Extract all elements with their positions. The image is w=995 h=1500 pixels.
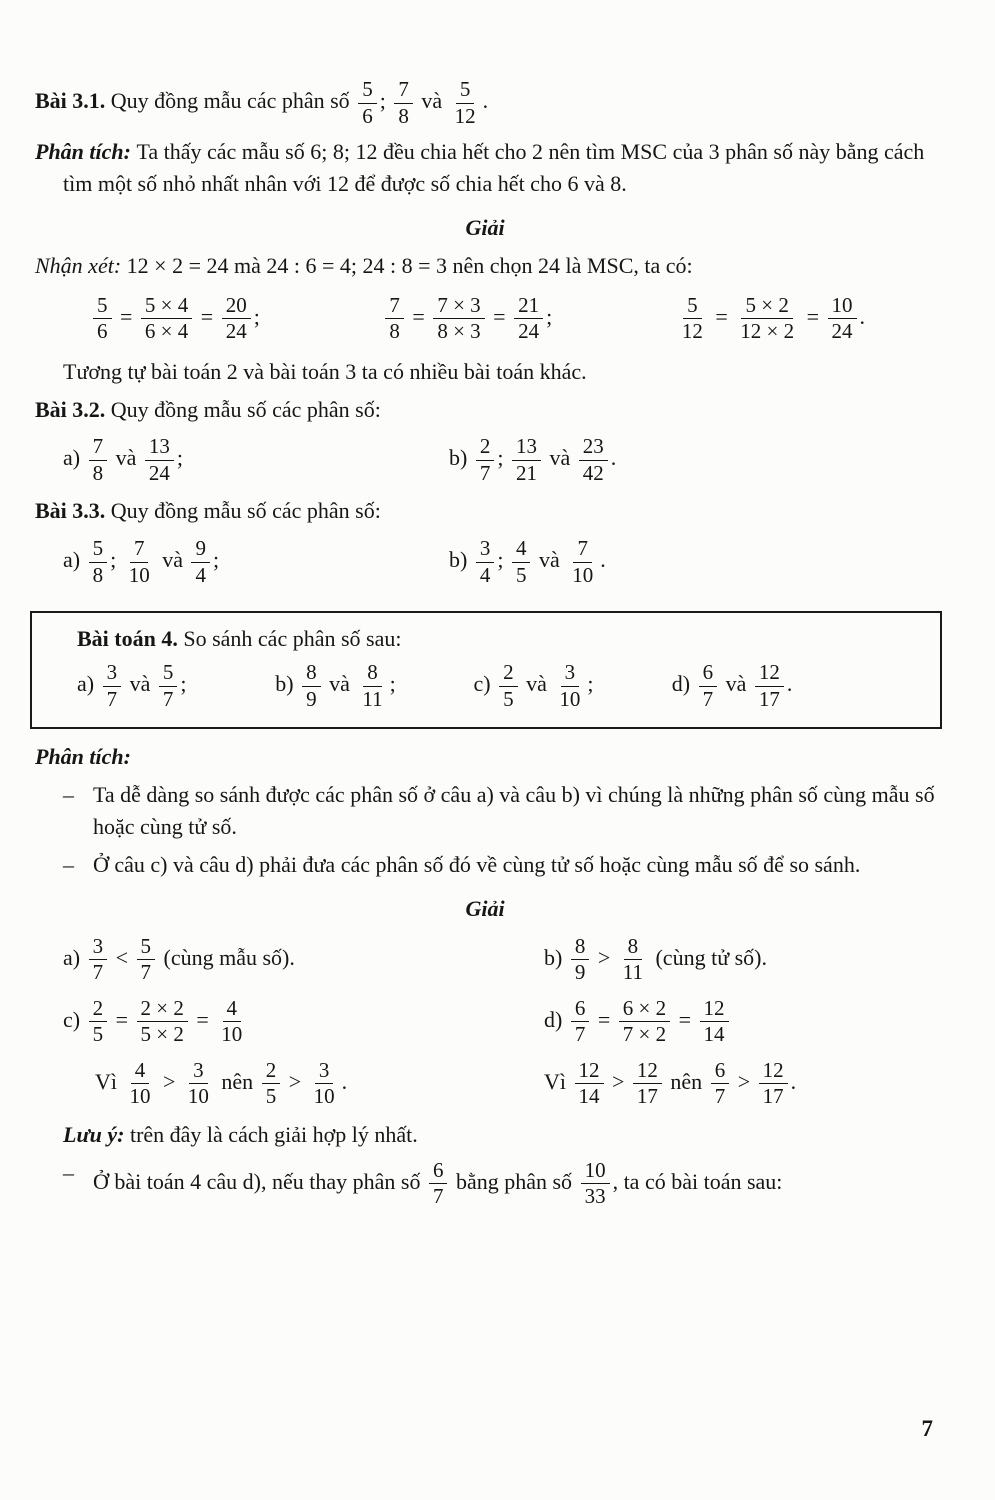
fraction-numerator: 5 xyxy=(93,294,112,320)
text-run: ; xyxy=(176,445,183,471)
fraction xyxy=(619,935,647,985)
fraction-numerator: 6 xyxy=(429,1159,448,1185)
fraction xyxy=(678,294,707,344)
fraction-numerator: 9 xyxy=(191,537,210,563)
text-run: a) xyxy=(63,445,86,471)
text-run: Tương tự bài toán 2 và bài toán 3 ta có nhiều bài toán khác. xyxy=(63,358,587,384)
fraction xyxy=(451,78,480,128)
text-run: a) xyxy=(63,547,86,573)
fraction-denominator: 24 xyxy=(831,319,853,344)
fraction-numerator: 5 × 2 xyxy=(741,294,792,320)
fraction-numerator: 21 xyxy=(514,294,543,320)
text-run: và xyxy=(156,547,189,573)
text-run: . xyxy=(341,1068,348,1094)
text-run: So sánh các phân số sau: xyxy=(183,626,402,652)
fraction-numerator: 8 xyxy=(571,935,590,961)
fraction-numerator: 5 xyxy=(456,78,475,104)
fraction xyxy=(89,997,108,1047)
msc-equations xyxy=(35,290,935,348)
giai-heading-2 xyxy=(35,893,935,925)
fraction-denominator: 11 xyxy=(622,960,643,985)
fraction xyxy=(385,294,404,344)
analysis-point-2 xyxy=(35,849,935,881)
bullet-dash: – xyxy=(63,851,74,877)
fraction-denominator: 6 × 4 xyxy=(144,319,189,344)
solution-conclusion xyxy=(35,1057,935,1111)
tuong-tu-note xyxy=(35,356,935,388)
fraction xyxy=(159,661,178,711)
fraction-denominator: 11 xyxy=(362,686,383,711)
fraction-numerator: 3 xyxy=(561,661,580,687)
fraction xyxy=(581,1159,610,1209)
bai-3-2-exercises xyxy=(35,433,935,487)
fraction-numerator: 3 xyxy=(189,1059,208,1085)
text-run: a) xyxy=(63,944,86,970)
fraction-numerator: 5 xyxy=(683,294,702,320)
text-run: Quy đồng mẫu số các phân số: xyxy=(110,396,381,422)
fraction xyxy=(222,294,251,344)
fraction xyxy=(476,435,495,485)
fraction xyxy=(476,537,495,587)
row-item xyxy=(275,659,473,713)
text-run: . xyxy=(790,1068,797,1094)
fraction-numerator: 6 xyxy=(711,1059,730,1085)
fraction-denominator: 5 xyxy=(265,1084,277,1109)
fraction-denominator: 10 xyxy=(559,686,581,711)
giai-heading-1 xyxy=(35,212,935,244)
fraction-denominator: 7 xyxy=(162,686,174,711)
row-item xyxy=(449,1057,935,1111)
fraction xyxy=(575,1059,604,1109)
text-run: ; xyxy=(587,671,594,697)
text-run: c) xyxy=(473,671,497,697)
fraction-denominator: 10 xyxy=(129,1084,151,1109)
fraction xyxy=(137,935,156,985)
fraction-numerator: 2 xyxy=(476,435,495,461)
text-run: ; xyxy=(180,671,187,697)
fraction-numerator: 2 xyxy=(89,997,108,1023)
text-run: Phân tích: xyxy=(35,744,131,770)
text-run: . xyxy=(786,671,793,697)
fraction-numerator: 12 xyxy=(759,1059,788,1085)
text-run: . xyxy=(610,445,617,471)
fraction-denominator: 7 xyxy=(479,460,491,485)
text-run: ; xyxy=(212,547,220,573)
text-run: 12 × 2 = 24 mà 24 : 6 = 4; 24 : 8 = 3 nên chọn 24 là MSC, ta có: xyxy=(126,252,693,278)
fraction-denominator: 7 xyxy=(714,1084,726,1109)
fraction-denominator: 12 xyxy=(681,319,703,344)
bai-3-3 xyxy=(35,495,935,527)
fraction-numerator: 7 xyxy=(394,78,413,104)
fraction-denominator: 12 × 2 xyxy=(740,319,795,344)
fraction-numerator: 20 xyxy=(222,294,251,320)
phan-tich-3 xyxy=(35,136,935,200)
fraction-denominator: 8 × 3 xyxy=(437,319,481,344)
fraction-denominator: 9 xyxy=(306,686,317,711)
row-item xyxy=(35,1057,449,1111)
fraction-denominator: 4 xyxy=(195,562,206,587)
fraction-denominator: 7 × 2 xyxy=(622,1022,667,1047)
text-run: c) xyxy=(63,1006,86,1032)
text-run: = xyxy=(110,1006,134,1032)
fraction-denominator: 5 xyxy=(503,686,514,711)
text-run: > xyxy=(732,1068,756,1094)
text-run: = xyxy=(592,1006,616,1032)
text-run: nên xyxy=(664,1068,708,1094)
fraction xyxy=(217,997,246,1047)
fraction-denominator: 6 xyxy=(97,319,108,344)
text-run: ; xyxy=(389,671,396,697)
bai-3-2 xyxy=(35,394,935,426)
fraction-denominator: 24 xyxy=(518,319,540,344)
bullet-text xyxy=(93,849,935,881)
fraction-numerator: 6 xyxy=(571,997,590,1023)
fraction xyxy=(514,294,543,344)
text-run: và xyxy=(323,671,356,697)
fraction-numerator: 8 xyxy=(624,935,643,961)
fraction xyxy=(358,661,386,711)
page-number: 7 xyxy=(921,1415,933,1441)
text-run: > xyxy=(606,1068,630,1094)
text-run: = xyxy=(406,303,431,329)
fraction xyxy=(512,537,531,587)
text-run: . xyxy=(859,303,865,329)
text-run: Bài 3.3. xyxy=(35,498,111,524)
fraction-numerator: 5 xyxy=(159,661,178,687)
bullet-dash: – xyxy=(63,1159,74,1185)
text-run: b) xyxy=(449,547,473,573)
fraction xyxy=(699,661,718,711)
fraction xyxy=(736,294,798,344)
fraction-denominator: 42 xyxy=(582,460,604,485)
analysis-point-1 xyxy=(35,779,935,843)
fraction xyxy=(429,1159,448,1209)
fraction-numerator: 3 xyxy=(103,661,122,687)
text-run: Ở bài toán 4 câu d), nếu thay phân số xyxy=(93,1168,426,1194)
solution-c-d xyxy=(35,995,935,1049)
fraction-denominator: 17 xyxy=(758,686,780,711)
fraction-denominator: 10 xyxy=(221,1022,243,1047)
fraction-numerator: 7 × 3 xyxy=(433,294,484,320)
fraction-denominator: 10 xyxy=(572,562,594,587)
text-run: = xyxy=(673,1006,697,1032)
fraction xyxy=(89,935,108,985)
fraction-numerator: 12 xyxy=(755,661,784,687)
text-run: (cùng tử số). xyxy=(649,944,767,970)
fraction-numerator: 2 xyxy=(262,1059,281,1085)
text-run: Nhận xét: xyxy=(35,252,127,278)
row-item xyxy=(35,433,449,487)
nhan-xet xyxy=(35,250,935,282)
fraction xyxy=(512,435,541,485)
bai-toan-4-box xyxy=(30,611,942,729)
fraction-numerator: 3 xyxy=(89,935,108,961)
fraction xyxy=(759,1059,788,1109)
phan-tich-4 xyxy=(35,741,935,773)
text-run: < xyxy=(110,944,134,970)
text-run: a) xyxy=(77,671,100,697)
fraction-numerator: 4 xyxy=(131,1059,150,1085)
fraction-numerator: 7 xyxy=(573,537,592,563)
fraction xyxy=(125,537,154,587)
text-run: bằng phân số xyxy=(450,1168,578,1194)
text-run: và xyxy=(520,671,553,697)
fraction-denominator: 8 xyxy=(92,562,104,587)
fraction xyxy=(302,661,321,711)
fraction xyxy=(499,661,518,711)
text-run: và xyxy=(110,445,142,471)
fraction xyxy=(755,661,784,711)
text-run: Phân tích: xyxy=(35,139,137,165)
fraction-denominator: 33 xyxy=(584,1184,606,1209)
text-run: Vì xyxy=(544,1068,572,1094)
text-run: = xyxy=(801,303,825,329)
luu-y xyxy=(35,1119,935,1151)
text-run: Ta dễ dàng so sánh được các phân số ở câu a) và câu b) vì chúng là những phân số cùng mẫu số hoặc cùng tử số. xyxy=(93,782,935,840)
text-run: Ở câu c) và câu d) phải đưa các phân số đó về cùng tử số hoặc cùng mẫu số để so sánh. xyxy=(93,851,861,877)
fraction xyxy=(828,294,857,344)
fraction xyxy=(89,537,108,587)
fraction xyxy=(89,435,108,485)
fraction-numerator: 5 × 4 xyxy=(141,294,192,320)
fraction-numerator: 13 xyxy=(512,435,541,461)
text-run: Giải xyxy=(465,214,505,240)
bai-3-3-exercises xyxy=(35,535,935,589)
text-run: trên đây là cách giải hợp lý nhất. xyxy=(129,1121,418,1147)
fraction-denominator: 8 xyxy=(92,460,104,485)
fraction xyxy=(93,294,112,344)
fraction-denominator: 17 xyxy=(762,1084,784,1109)
fraction-denominator: 9 xyxy=(574,960,586,985)
bullet-text xyxy=(93,1157,935,1211)
fraction xyxy=(700,997,729,1047)
fraction-numerator: 23 xyxy=(579,435,608,461)
fraction-numerator: 12 xyxy=(575,1059,604,1085)
fraction xyxy=(633,1059,662,1109)
fraction-numerator: 3 xyxy=(315,1059,334,1085)
fraction-denominator: 5 xyxy=(515,562,527,587)
fraction xyxy=(137,997,188,1047)
fraction-numerator: 13 xyxy=(145,435,174,461)
text-run: > xyxy=(157,1068,181,1094)
fraction-denominator: 17 xyxy=(636,1084,658,1109)
fraction-numerator: 6 × 2 xyxy=(619,997,670,1023)
fraction xyxy=(310,1059,339,1109)
text-run: Bài 3.2. xyxy=(35,396,111,422)
fraction-numerator: 12 xyxy=(633,1059,662,1085)
text-run: ; xyxy=(546,303,553,329)
text-run: và xyxy=(124,671,156,697)
fraction-numerator: 12 xyxy=(700,997,729,1023)
fraction-numerator: 4 xyxy=(512,537,531,563)
fraction-numerator: 2 xyxy=(499,661,518,687)
fraction xyxy=(394,78,413,128)
text-run: và xyxy=(415,88,448,114)
fraction-numerator: 7 xyxy=(89,435,108,461)
text-run: d) xyxy=(671,671,696,697)
fraction-numerator: 4 xyxy=(223,997,242,1023)
fraction-numerator: 10 xyxy=(581,1159,610,1185)
fraction xyxy=(555,661,584,711)
text-run: Giải xyxy=(465,895,505,921)
text-run: Quy đồng mẫu các phân số xyxy=(110,88,356,114)
fraction xyxy=(619,997,670,1047)
text-run: và xyxy=(720,671,752,697)
text-run: Bài 3.1. xyxy=(35,88,111,114)
fraction-denominator: 5 × 2 xyxy=(140,1022,184,1047)
row-item xyxy=(35,933,449,987)
text-run: . xyxy=(600,547,606,573)
fraction-denominator: 7 xyxy=(106,686,118,711)
fraction xyxy=(103,661,122,711)
text-run: d) xyxy=(544,1006,568,1032)
text-run: b) xyxy=(275,671,300,697)
fraction-denominator: 7 xyxy=(574,1022,586,1047)
fraction-numerator: 3 xyxy=(476,537,495,563)
row-item xyxy=(449,433,935,487)
fraction-numerator: 8 xyxy=(302,661,321,687)
fraction-denominator: 14 xyxy=(703,1022,725,1047)
bai-3-1 xyxy=(35,76,935,130)
fraction xyxy=(145,435,174,485)
text-run: Bài toán 4. xyxy=(77,626,184,652)
fraction xyxy=(711,1059,730,1109)
bai-toan-4-title xyxy=(77,623,870,655)
text-run: = xyxy=(709,303,734,329)
row-item xyxy=(382,292,552,346)
bai-toan-4-items xyxy=(77,659,870,713)
fraction xyxy=(571,997,590,1047)
text-run: = xyxy=(487,303,512,329)
fraction-numerator: 6 xyxy=(699,661,718,687)
fraction-denominator: 10 xyxy=(313,1084,335,1109)
fraction-denominator: 8 xyxy=(389,319,400,344)
text-run: Quy đồng mẫu số các phân số: xyxy=(110,498,381,524)
row-item xyxy=(672,659,870,713)
fraction xyxy=(579,435,608,485)
text-run: > xyxy=(283,1068,307,1094)
fraction-numerator: 7 xyxy=(385,294,404,320)
fraction-denominator: 10 xyxy=(187,1084,209,1109)
fraction xyxy=(126,1059,155,1109)
page-content xyxy=(35,70,935,1217)
text-run: Lưu ý: xyxy=(63,1121,130,1147)
text-run: nên xyxy=(215,1068,259,1094)
fraction-denominator: 7 xyxy=(140,960,152,985)
text-run: ; xyxy=(110,547,122,573)
fraction-denominator: 4 xyxy=(479,562,491,587)
text-run: = xyxy=(195,303,219,329)
fraction-numerator: 10 xyxy=(828,294,857,320)
text-run: ; xyxy=(497,547,509,573)
fraction-numerator: 7 xyxy=(130,537,149,563)
text-run: Vì xyxy=(95,1068,123,1094)
text-run: ; xyxy=(253,303,260,329)
row-item xyxy=(474,659,672,713)
text-run: (cùng mẫu số). xyxy=(158,944,295,970)
fraction-denominator: 7 xyxy=(432,1184,444,1209)
row-item xyxy=(449,933,935,987)
row-item xyxy=(449,535,935,589)
text-run: b) xyxy=(449,445,473,471)
fraction-denominator: 14 xyxy=(578,1084,600,1109)
row-item xyxy=(675,292,865,346)
fraction-numerator: 5 xyxy=(358,78,377,104)
fraction-denominator: 6 xyxy=(362,103,373,128)
fraction-denominator: 12 xyxy=(454,103,476,128)
bullet-text xyxy=(93,779,935,843)
fraction xyxy=(262,1059,281,1109)
row-item xyxy=(90,292,260,346)
fraction-denominator: 7 xyxy=(92,960,104,985)
fraction xyxy=(568,537,597,587)
text-run: = xyxy=(190,1006,215,1032)
text-run: ; xyxy=(379,88,392,114)
text-run: b) xyxy=(544,944,568,970)
fraction-denominator: 21 xyxy=(515,460,537,485)
note-replace xyxy=(35,1157,935,1211)
fraction xyxy=(433,294,484,344)
fraction-numerator: 8 xyxy=(363,661,382,687)
fraction-denominator: 8 xyxy=(398,103,409,128)
text-run: = xyxy=(114,303,138,329)
fraction-numerator: 2 × 2 xyxy=(137,997,188,1023)
fraction xyxy=(571,935,590,985)
fraction-denominator: 24 xyxy=(225,319,247,344)
text-run: > xyxy=(592,944,616,970)
fraction xyxy=(191,537,210,587)
fraction-denominator: 7 xyxy=(702,686,714,711)
fraction-denominator: 10 xyxy=(128,562,150,587)
row-item xyxy=(77,659,275,713)
row-item xyxy=(35,995,449,1049)
fraction-denominator: 5 xyxy=(92,1022,104,1047)
text-run: và xyxy=(533,547,566,573)
fraction-numerator: 5 xyxy=(89,537,108,563)
text-run: . xyxy=(482,88,489,114)
text-run: , ta có bài toán sau: xyxy=(612,1168,783,1194)
fraction xyxy=(141,294,192,344)
text-run: ; xyxy=(497,445,509,471)
text-run: Ta thấy các mẫu số 6; 8; 12 đều chia hết cho 2 nên tìm MSC của 3 phân số này bằng cách tìm một số nhỏ nhất nhân với 12 để được số chia hết cho 6 và 8. xyxy=(63,139,925,196)
row-item xyxy=(449,995,935,1049)
bullet-dash: – xyxy=(63,782,74,808)
fraction xyxy=(184,1059,213,1109)
fraction-denominator: 24 xyxy=(148,460,170,485)
text-run: và xyxy=(543,445,576,471)
solution-a-b xyxy=(35,933,935,987)
fraction-numerator: 5 xyxy=(137,935,156,961)
row-item xyxy=(35,535,449,589)
fraction xyxy=(358,78,377,128)
